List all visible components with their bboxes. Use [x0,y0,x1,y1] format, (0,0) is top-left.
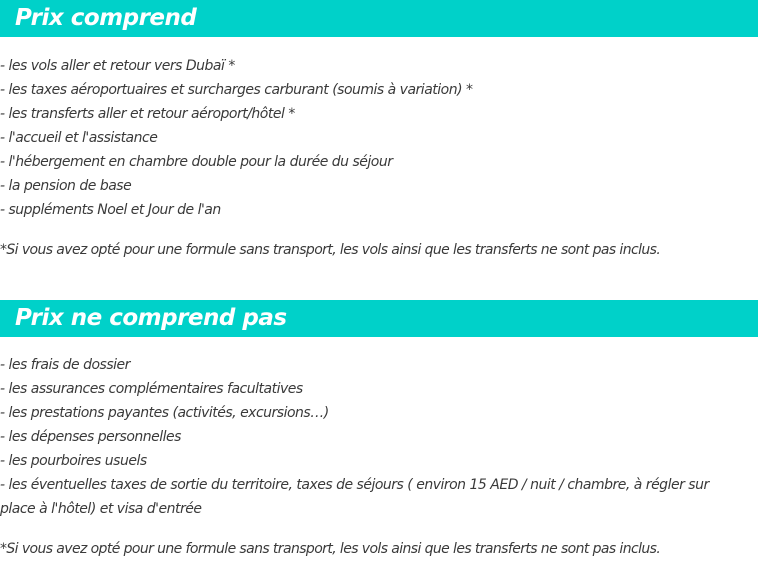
price-includes-footnote: *Si vous avez opté pour une formule sans transport, les vols ainsi que les transferts ne sont pas inclus. [0,242,661,258]
list-item: - les frais de dossier [0,357,130,373]
price-includes-title: Prix comprend [15,5,197,31]
list-item: - les transferts aller et retour aéroport/hôtel * [0,106,295,122]
list-item: - les éventuelles taxes de sortie du territoire, taxes de séjours ( environ 15 AED / nuit / chambre, à régler sur place à l'hôtel) et visa d'entrée [0,477,709,517]
price-includes-section [0,0,758,262]
list-item: - les prestations payantes (activités, excursions…) [0,405,329,421]
price-excludes-header [0,300,758,337]
price-excludes-footnote: *Si vous avez opté pour une formule sans transport, les vols ainsi que les transferts ne sont pas inclus. [0,541,661,557]
price-includes-header [0,0,758,37]
list-item: - suppléments Noel et Jour de l'an [0,202,221,218]
list-item: - l'hébergement en chambre double pour la durée du séjour [0,154,393,170]
list-item: - les vols aller et retour vers Dubaï * [0,58,235,74]
list-item: - les dépenses personnelles [0,429,181,445]
list-item: - la pension de base [0,178,132,194]
price-excludes-list [0,353,758,521]
list-item: - les assurances complémentaires facultatives [0,381,303,397]
list-item: - les pourboires usuels [0,453,147,469]
price-excludes-section [0,300,758,561]
list-item: - l'accueil et l'assistance [0,130,158,146]
list-item: - les taxes aéroportuaires et surcharges carburant (soumis à variation) * [0,82,473,98]
price-excludes-title: Prix ne comprend pas [15,305,287,331]
price-includes-list [0,54,758,222]
